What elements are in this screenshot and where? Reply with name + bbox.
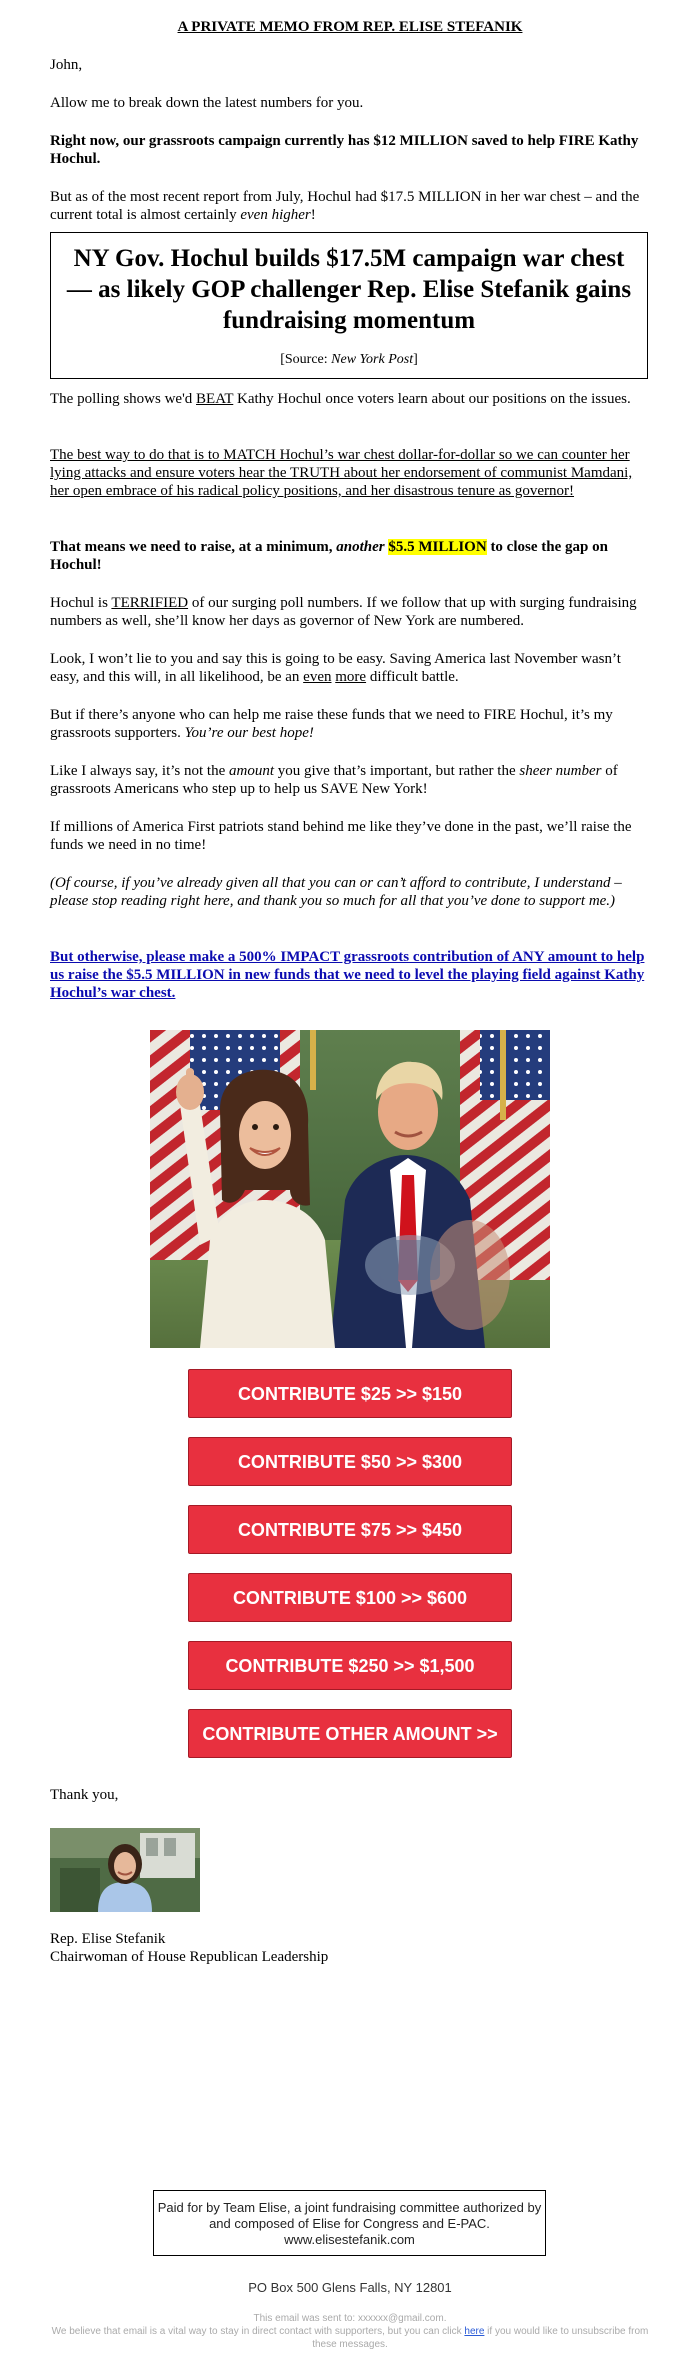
news-source: [Source: New York Post] (280, 352, 418, 367)
news-quote-box (50, 232, 648, 379)
sent-to-notice: This email was sent to: xxxxxx@gmail.com. (253, 2313, 447, 2324)
news-headline: NY Gov. Hochul builds $17.5M campaign war chest — as likely GOP challenger Rep. Elise Stefanik gains fundraising momentum (66, 245, 632, 334)
cta-paragraph (50, 948, 650, 1002)
contribute-100-button[interactable]: CONTRIBUTE $100 >> $600 (188, 1573, 512, 1622)
contribute-250-button[interactable]: CONTRIBUTE $250 >> $1,500 (188, 1641, 512, 1690)
contribute-link[interactable]: But otherwise, please make a 500% IMPACT grassroots contribution of ANY amount to help us raise the $5.5 MILLION in new funds that we need to level the playing field against Kathy Hochul’s war chest. (50, 949, 645, 1001)
paragraph-raise: That means we need to raise, at a minimum, another $5.5 MILLION to close the gap on Hochul! (50, 539, 608, 573)
unsubscribe-notice: We believe that email is a vital way to stay in direct contact with supporters, but you can click here if you would like to unsubscribe from these messages. (51, 2326, 649, 2350)
paragraph-match: The best way to do that is to MATCH Hochul’s war chest dollar-for-dollar so we can counter her lying attacks and ensure voters hear the TRUTH about her endorsement of communist Mamdani, her open embrace of his radical policy positions, and her disastrous tenure as governor! (50, 447, 633, 499)
paragraph-saved: Right now, our grassroots campaign currently has $12 MILLION saved to help FIRE Kathy Hochul. (50, 133, 639, 167)
greeting: John, (50, 57, 83, 73)
stefanik-trump-photo (150, 1030, 550, 1348)
unsubscribe-link[interactable]: here (464, 2326, 485, 2337)
signoff-thanks: Thank you, (50, 1787, 119, 1803)
mailing-address: PO Box 500 Glens Falls, NY 12801 (248, 2280, 452, 2295)
paragraph-polling: The polling shows we'd BEAT Kathy Hochul once voters learn about our positions on the issues. (50, 391, 631, 407)
paragraph-intro: Allow me to break down the latest numbers for you. (50, 95, 364, 111)
paragraph-terrified: Hochul is TERRIFIED of our surging poll numbers. If we follow that up with surging fundraising numbers as well, she’ll know her days as governor of New York are numbered. (50, 595, 637, 629)
paragraph-amount: Like I always say, it’s not the amount you give that’s important, but rather the sheer number of grassroots Americans who step up to help us SAVE New York! (50, 763, 618, 797)
signoff-role: Chairwoman of House Republican Leadership (50, 1949, 329, 1965)
paragraph-warchest: But as of the most recent report from July, Hochul had $17.5 MILLION in her war chest – and the current total is almost certainly even higher! (50, 189, 640, 223)
signature-portrait-image (50, 1828, 200, 1912)
hero-photo (150, 1030, 550, 1348)
memo-title: A PRIVATE MEMO FROM REP. ELISE STEFANIK (177, 19, 523, 35)
paragraph-easy: Look, I won’t lie to you and say this is going to be easy. Saving America last November wasn’t easy, and this will, in all likelihood, be an even more difficult battle. (50, 651, 621, 685)
contribute-75-button[interactable]: CONTRIBUTE $75 >> $450 (188, 1505, 512, 1554)
contribute-other-amount-button[interactable]: CONTRIBUTE OTHER AMOUNT >> (188, 1709, 512, 1758)
paragraph-supporters: But if there’s anyone who can help me raise these funds that we need to FIRE Hochul, it’s my grassroots supporters. You’re our best hope! (50, 707, 613, 741)
contribute-50-button[interactable]: CONTRIBUTE $50 >> $300 (188, 1437, 512, 1486)
paragraph-millions: If millions of America First patriots stand behind me like they’ve done in the past, we’ll raise the funds we need in no time! (50, 819, 632, 853)
signoff-name: Rep. Elise Stefanik (50, 1931, 166, 1947)
signature-photo (50, 1828, 200, 1912)
contribute-25-button[interactable]: CONTRIBUTE $25 >> $150 (188, 1369, 512, 1418)
paid-for-disclaimer: Paid for by Team Elise, a joint fundraising committee authorized by and composed of Elise for Congress and E-PAC. www.elisestefanik.com (153, 2190, 546, 2256)
paragraph-of-course: (Of course, if you’ve already given all that you can or can’t afford to contribute, I understand – please stop reading right here, and thank you so much for all that you’ve done to support me.) (50, 875, 622, 909)
